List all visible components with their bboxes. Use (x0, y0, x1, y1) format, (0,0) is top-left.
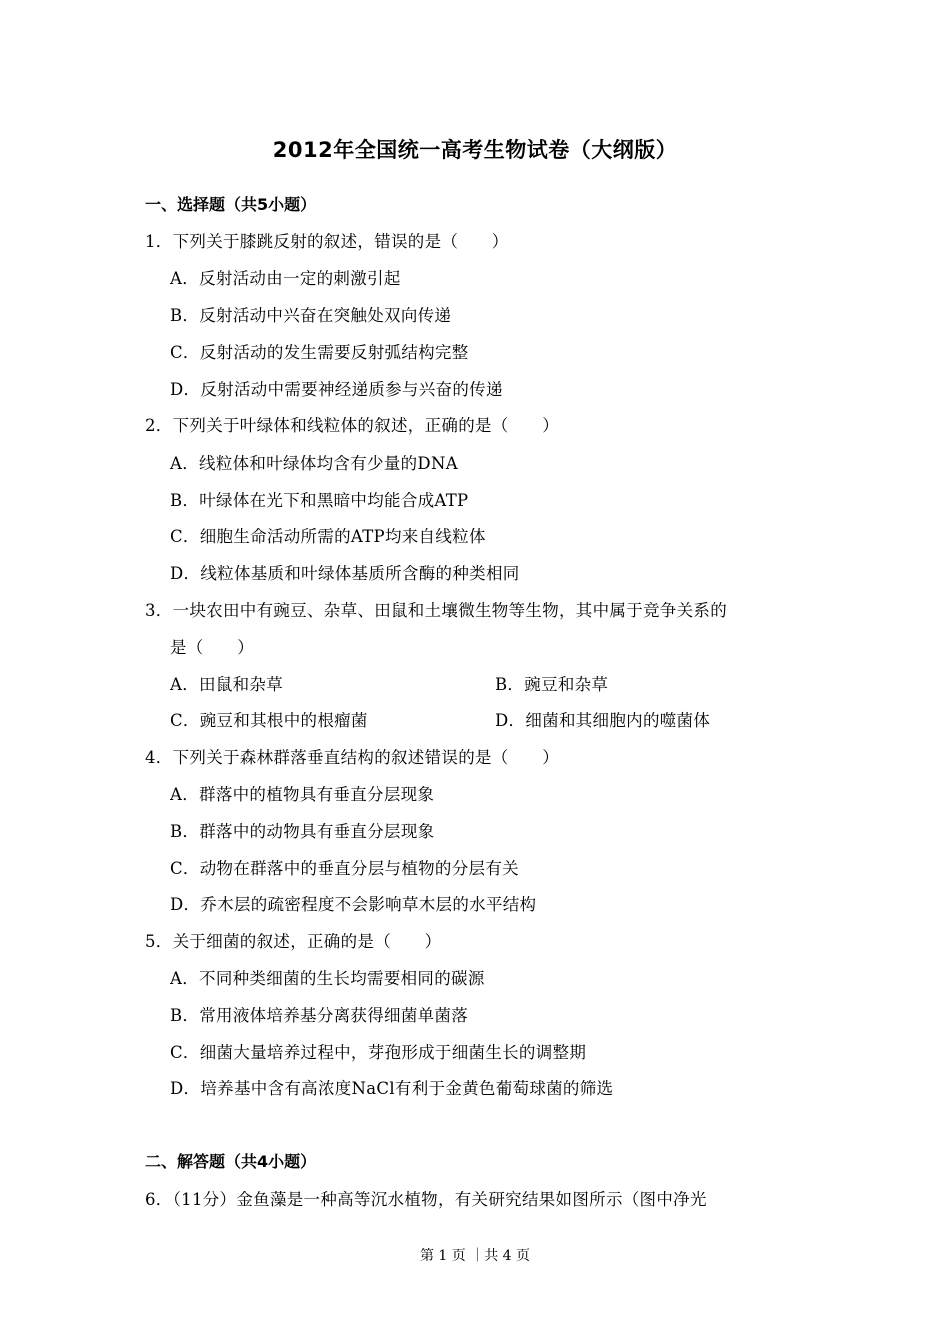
question-2-stem (145, 412, 559, 436)
option-text: 细菌和其细胞内的噬菌体 (525, 711, 711, 730)
option-text: 群落中的植物具有垂直分层现象 (199, 785, 435, 804)
option-label: D． (495, 711, 526, 730)
question-6-stem (145, 1186, 707, 1210)
section-heading-choice: 一、选择题（共5小题） (145, 195, 317, 214)
option-text: 细菌大量培养过程中，芽孢形成于细菌生长的调整期 (199, 1043, 587, 1062)
option-text: 群落中的动物具有垂直分层现象 (199, 822, 435, 841)
question-5-option-b (170, 1002, 468, 1026)
option-label: A． (170, 969, 200, 988)
option-label: D． (170, 380, 201, 399)
question-number: 3． (145, 601, 173, 620)
question-2-option-c (170, 523, 486, 547)
option-label: C． (170, 343, 200, 362)
question-1-option-b (170, 302, 451, 326)
question-1-option-d (170, 376, 503, 400)
question-text: 下列关于森林群落垂直结构的叙述错误的是（ ） (172, 748, 560, 767)
option-text: 豌豆和其根中的根瘤菌 (199, 711, 368, 730)
option-text: 叶绿体在光下和黑暗中均能合成ATP (199, 491, 469, 510)
question-2-option-d (170, 560, 520, 584)
option-label: C． (170, 1043, 200, 1062)
option-label: C． (170, 859, 200, 878)
option-label: D． (170, 895, 201, 914)
question-4-option-c (170, 855, 519, 879)
option-label: D． (170, 564, 201, 583)
question-2-option-b (170, 487, 468, 511)
option-text: 线粒体和叶绿体均含有少量的DNA (199, 454, 458, 473)
question-number: 4． (145, 748, 173, 767)
question-5-option-a (170, 965, 485, 989)
option-label: B． (170, 491, 200, 510)
option-text: 常用液体培养基分离获得细菌单菌落 (199, 1006, 469, 1025)
question-5-stem (145, 928, 441, 952)
question-5-option-c (170, 1039, 586, 1063)
option-text: 田鼠和杂草 (199, 675, 284, 694)
question-3-option-d (495, 707, 710, 731)
question-text: 下列关于叶绿体和线粒体的叙述，正确的是（ ） (172, 416, 560, 435)
question-4-stem (145, 744, 559, 768)
question-1-stem (145, 228, 509, 252)
question-text: （11分）金鱼藻是一种高等沉水植物，有关研究结果如图所示（图中净光 (172, 1190, 707, 1209)
option-text: 线粒体基质和叶绿体基质所含酶的种类相同 (200, 564, 520, 583)
option-text: 反射活动由一定的刺激引起 (199, 269, 401, 288)
option-label: C． (170, 711, 200, 730)
question-text: 下列关于膝跳反射的叙述，错误的是（ ） (172, 232, 509, 251)
option-label: A． (170, 675, 200, 694)
question-1-option-c (170, 339, 469, 363)
option-text: 培养基中含有高浓度NaCl有利于金黄色葡萄球菌的筛选 (200, 1079, 614, 1098)
option-text: 反射活动的发生需要反射弧结构完整 (199, 343, 469, 362)
question-number: 2． (145, 416, 173, 435)
page-footer: 第 1 页 ｜共 4 页 (419, 1248, 531, 1264)
option-label: A． (170, 785, 200, 804)
option-label: C． (170, 527, 200, 546)
question-text: 一块农田中有豌豆、杂草、田鼠和土壤微生物等生物，其中属于竞争关系的 (172, 601, 728, 620)
question-3-option-c (170, 707, 368, 731)
option-label: B． (170, 1006, 200, 1025)
question-1-option-a (170, 265, 401, 289)
option-text: 乔木层的疏密程度不会影响草木层的水平结构 (200, 895, 537, 914)
question-4-option-b (170, 818, 434, 842)
question-number: 5． (145, 932, 173, 951)
option-label: B． (495, 675, 525, 694)
section-heading-answer: 二、解答题（共4小题） (145, 1152, 317, 1171)
option-text: 豌豆和杂草 (524, 675, 609, 694)
question-3-stem (145, 597, 727, 621)
option-label: B． (170, 822, 200, 841)
option-label: D． (170, 1079, 201, 1098)
option-label: A． (170, 454, 200, 473)
question-4-option-a (170, 781, 434, 805)
option-label: B． (170, 306, 200, 325)
option-label: A． (170, 269, 200, 288)
option-text: 反射活动中需要神经递质参与兴奋的传递 (200, 380, 503, 399)
question-number: 6． (145, 1190, 173, 1209)
question-2-option-a (170, 450, 458, 474)
question-5-option-d (170, 1075, 613, 1099)
option-text: 细胞生命活动所需的ATP均来自线粒体 (199, 527, 486, 546)
option-text: 反射活动中兴奋在突触处双向传递 (199, 306, 452, 325)
question-3-option-a (170, 671, 283, 695)
question-number: 1． (145, 232, 173, 251)
question-3-option-b (495, 671, 608, 695)
question-3-stem-continued: 是（ ） (170, 638, 254, 657)
question-text: 关于细菌的叙述，正确的是（ ） (172, 932, 442, 951)
option-text: 动物在群落中的垂直分层与植物的分层有关 (199, 859, 519, 878)
page-title: 2012年全国统一高考生物试卷（大纲版） (272, 138, 678, 162)
question-4-option-d (170, 891, 536, 915)
option-text: 不同种类细菌的生长均需要相同的碳源 (199, 969, 485, 988)
